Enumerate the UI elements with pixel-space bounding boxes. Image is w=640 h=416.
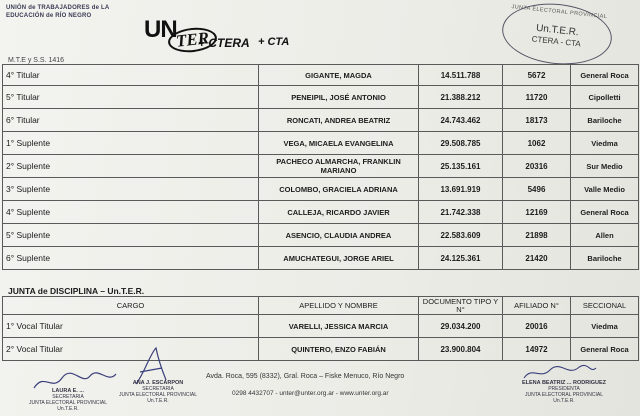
table-row bbox=[3, 224, 639, 247]
cargo-cell: 1° Vocal Titular bbox=[3, 315, 259, 338]
name-cell: VARELLI, JESSICA MARCIA bbox=[259, 315, 419, 338]
member-number-cell: 5496 bbox=[503, 178, 571, 201]
member-number-cell: 12169 bbox=[503, 201, 571, 224]
document-cell: 21.388.212 bbox=[419, 86, 503, 109]
table-row bbox=[3, 109, 639, 132]
council-table bbox=[2, 64, 639, 270]
name-cell: QUINTERO, ENZO FABIÁN bbox=[259, 338, 419, 361]
header-name: APELLIDO Y NOMBRE bbox=[259, 297, 419, 315]
cargo-cell: 2° Suplente bbox=[3, 155, 259, 178]
table-header-row bbox=[3, 297, 639, 315]
cargo-cell: 5° Titular bbox=[3, 86, 259, 109]
header-cargo: CARGO bbox=[3, 297, 259, 315]
table-row bbox=[3, 315, 639, 338]
cta-logo: + CTA bbox=[258, 36, 290, 48]
section-cell: General Roca bbox=[571, 338, 639, 361]
signature-block-1: LAURA E. ... SECRETARIA JUNTA ELECTORAL PROVINCIAL Un.T.E.R. bbox=[29, 388, 107, 412]
discipline-table bbox=[2, 296, 639, 361]
unter-logo-un: UN bbox=[144, 16, 177, 43]
document-cell: 24.743.462 bbox=[419, 109, 503, 132]
document-cell: 23.900.804 bbox=[419, 338, 503, 361]
section-cell: General Roca bbox=[571, 201, 639, 224]
name-cell: ASENCIO, CLAUDIA ANDREA bbox=[259, 224, 419, 247]
table-row bbox=[3, 178, 639, 201]
document-cell: 21.742.338 bbox=[419, 201, 503, 224]
cargo-cell: 3° Suplente bbox=[3, 178, 259, 201]
stamp-arc-text: JUNTA ELECTORAL PROVINCIAL bbox=[511, 4, 608, 21]
header-document: DOCUMENTO TIPO Y N° bbox=[419, 297, 503, 315]
footer-address: Avda. Roca, 595 (8332), Gral. Roca – Fiske Menuco, Río Negro bbox=[206, 373, 405, 380]
cargo-cell: 2° Vocal Titular bbox=[3, 338, 259, 361]
document-cell: 14.511.788 bbox=[419, 65, 503, 86]
table-row bbox=[3, 132, 639, 155]
name-cell: PACHECO ALMARCHA, FRANKLIN MARIANO bbox=[259, 155, 419, 178]
name-cell: COLOMBO, GRACIELA ADRIANA bbox=[259, 178, 419, 201]
cargo-cell: 6° Titular bbox=[3, 109, 259, 132]
cargo-cell: 5° Suplente bbox=[3, 224, 259, 247]
member-number-cell: 1062 bbox=[503, 132, 571, 155]
cargo-cell: 4° Titular bbox=[3, 65, 259, 86]
section-cell: Valle Medio bbox=[571, 178, 639, 201]
table-row bbox=[3, 247, 639, 270]
name-cell: CALLEJA, RICARDO JAVIER bbox=[259, 201, 419, 224]
section-cell: General Roca bbox=[571, 65, 639, 86]
section-cell: Viedma bbox=[571, 315, 639, 338]
member-number-cell: 14972 bbox=[503, 338, 571, 361]
document-cell: 22.583.609 bbox=[419, 224, 503, 247]
table-row bbox=[3, 155, 639, 178]
electoral-stamp bbox=[499, 0, 615, 70]
name-cell: AMUCHATEGUI, JORGE ARIEL bbox=[259, 247, 419, 270]
table-row bbox=[3, 65, 639, 86]
unter-logo-ter: TER bbox=[167, 26, 218, 55]
document-cell: 13.691.919 bbox=[419, 178, 503, 201]
signature-block-2: ANA J. ESCARPON SECRETARIA JUNTA ELECTORAL PROVINCIAL Un.T.E.R. bbox=[119, 380, 197, 404]
header-section: SECCIONAL bbox=[571, 297, 639, 315]
member-number-cell: 20316 bbox=[503, 155, 571, 178]
table-row bbox=[3, 201, 639, 224]
member-number-cell: 20016 bbox=[503, 315, 571, 338]
document-cell: 29.508.785 bbox=[419, 132, 503, 155]
member-number-cell: 21898 bbox=[503, 224, 571, 247]
document-cell: 24.125.361 bbox=[419, 247, 503, 270]
header-member-number: AFILIADO N° bbox=[503, 297, 571, 315]
member-number-cell: 18173 bbox=[503, 109, 571, 132]
section-title: JUNTA de DISCIPLINA – Un.T.E.R. bbox=[8, 286, 145, 296]
table-row bbox=[3, 338, 639, 361]
cargo-cell: 6° Suplente bbox=[3, 247, 259, 270]
member-number-cell: 5672 bbox=[503, 65, 571, 86]
ctera-logo: + CTERA bbox=[198, 36, 250, 50]
member-number-cell: 21420 bbox=[503, 247, 571, 270]
stamp-line-1: Un.T.E.R. bbox=[535, 22, 580, 39]
section-cell: Cipolletti bbox=[571, 86, 639, 109]
union-name: UNIÓN de TRABAJADORES de LA EDUCACIÓN de RÍO NEGRO bbox=[6, 5, 110, 19]
name-cell: GIGANTE, MAGDA bbox=[259, 65, 419, 86]
name-cell: PENEIPIL, JOSÉ ANTONIO bbox=[259, 86, 419, 109]
section-cell: Sur Medio bbox=[571, 155, 639, 178]
document-cell: 25.135.161 bbox=[419, 155, 503, 178]
signature-block-3: ELENA BEATRIZ ... RODRIGUEZ PRESIDENTA JUNTA ELECTORAL PROVINCIAL Un.T.E.R. bbox=[521, 380, 607, 404]
section-cell: Bariloche bbox=[571, 247, 639, 270]
name-cell: VEGA, MICAELA EVANGELINA bbox=[259, 132, 419, 155]
footer-contact: 0298 4432707 - unter@unter.org.ar - www.unter.org.ar bbox=[232, 390, 389, 397]
cargo-cell: 4° Suplente bbox=[3, 201, 259, 224]
section-cell: Viedma bbox=[571, 132, 639, 155]
name-cell: RONCATI, ANDREA BEATRIZ bbox=[259, 109, 419, 132]
member-number-cell: 11720 bbox=[503, 86, 571, 109]
registration-number: M.T.E y S.S. 1416 bbox=[8, 57, 65, 64]
cargo-cell: 1° Suplente bbox=[3, 132, 259, 155]
document-cell: 29.034.200 bbox=[419, 315, 503, 338]
stamp-line-2: CTERA - CTA bbox=[531, 34, 582, 49]
table-row bbox=[3, 86, 639, 109]
section-cell: Bariloche bbox=[571, 109, 639, 132]
section-cell: Allen bbox=[571, 224, 639, 247]
